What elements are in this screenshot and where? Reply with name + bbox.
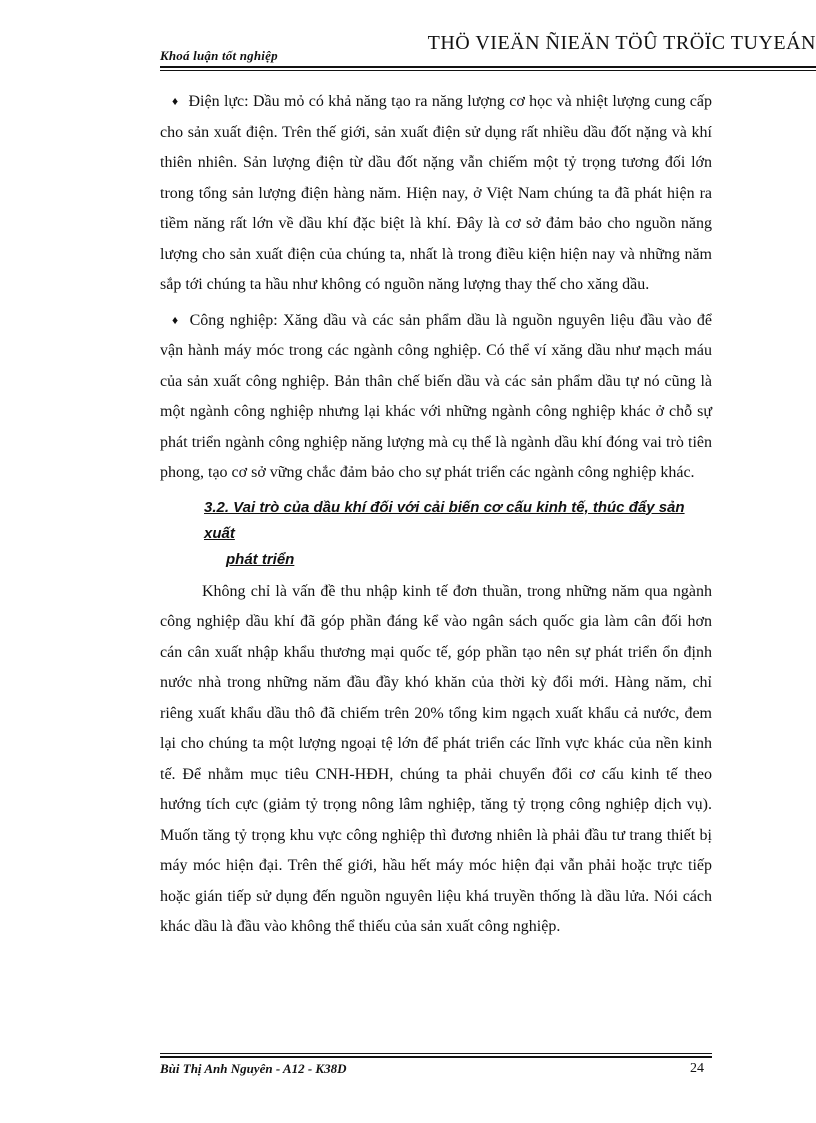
section-heading-line2: phát triển <box>226 550 295 568</box>
footer-divider <box>160 1053 712 1058</box>
paragraph-economic-role: Không chỉ là vấn đề thu nhập kinh tế đơn thuần, trong những năm qua ngành công nghiệp dầu khí đã góp phần đáng kể vào ngân sách quốc gia làm cân đối hơn cán cân xuất nhập khẩu thương mại quốc tế, góp phần tạo nên sự phát triển ổn định nước nhà trong những năm đầu đầy khó khăn của thời kỳ đổi mới. Hàng năm, chỉ riêng xuất khẩu dầu thô đã chiếm trên 20% tổng kim ngạch xuất khẩu cả nước, đem lại cho chúng ta một lượng ngoại tệ lớn để phát triển các lĩnh vực khác của nền kinh tế. Để nhằm mục tiêu CNH-HĐH, chúng ta phải chuyển đổi cơ cấu kinh tế theo hướng tích cực (giảm tỷ trọng nông lâm nghiệp, tăng tỷ trọng công nghiệp dịch vụ). Muốn tăng tỷ trọng khu vực công nghiệp thì đương nhiên là phải đầu tư trang thiết bị máy móc hiện đại. Trên thế giới, hầu hết máy móc hiện đại vẫn phải hoặc trực tiếp hoặc gián tiếp sử dụng đến nguồn nguyên liệu khá truyền thống là dầu lửa. Nói cách khác dầu là đầu vào không thể thiếu của sản xuất công nghiệp. <box>160 582 712 935</box>
author-label: Bùi Thị Anh Nguyên - A12 - K38D <box>160 1061 347 1076</box>
paragraph-electricity <box>160 86 712 301</box>
section-heading-line1: 3.2. Vai trò của dầu khí đối với cải biến cơ cấu kinh tế, thúc đẩy sản xuất <box>204 498 685 542</box>
document-type-label: Khoá luận tốt nghiệp <box>160 48 278 63</box>
page-body <box>160 86 712 947</box>
page-number: 24 <box>690 1061 704 1076</box>
library-watermark-title: THÖ VIEÄN ÑIEÄN TÖÛ TRÖÏC TUYEÁN <box>427 32 816 54</box>
diamond-bullet-icon: ♦ <box>172 312 180 327</box>
paragraph-text: Công nghiệp: Xăng dầu và các sản phẩm dầu là nguồn nguyên liệu đầu vào để vận hành máy móc trong các ngành công nghiệp. Có thể ví xăng dầu như mạch máu của sản xuất công nghiệp. Bản thân chế biến dầu và các sản phẩm dầu tự nó cũng là một ngành công nghiệp nhưng lại khác với những ngành công nghiệp khác ở chỗ sự phát triển ngành công nghiệp năng lượng mà cụ thể là ngành dầu khí đóng vai trò tiên phong, tạo cơ sở vững chắc đảm bảo cho sự phát triển các ngành công nghiệp khác. <box>160 311 713 481</box>
header-divider <box>160 66 816 71</box>
section-heading <box>204 495 712 573</box>
paragraph-text: Điện lực: Dầu mỏ có khả năng tạo ra năng lượng cơ học và nhiệt lượng cung cấp cho sản xuất điện. Trên thế giới, sản xuất điện sử dụng rất nhiều dầu đốt nặng và khí thiên nhiên. Sản lượng điện từ dầu đốt nặng vẫn chiếm một tỷ trọng tương đối lớn trong tổng sản lượng điện hàng năm. Hiện nay, ở Việt Nam chúng ta đã phát hiện ra tiềm năng rất lớn về dầu khí đặc biệt là khí. Đây là cơ sở đảm bảo cho nguồn năng lượng cho sản xuất điện của chúng ta, nhất là trong điều kiện hiện nay và những năm sắp tới chúng ta hầu như không có nguồn năng lượng thay thế cho xăng dầu. <box>160 93 713 293</box>
diamond-bullet-icon: ♦ <box>172 94 179 108</box>
paragraph-industry <box>160 305 712 489</box>
